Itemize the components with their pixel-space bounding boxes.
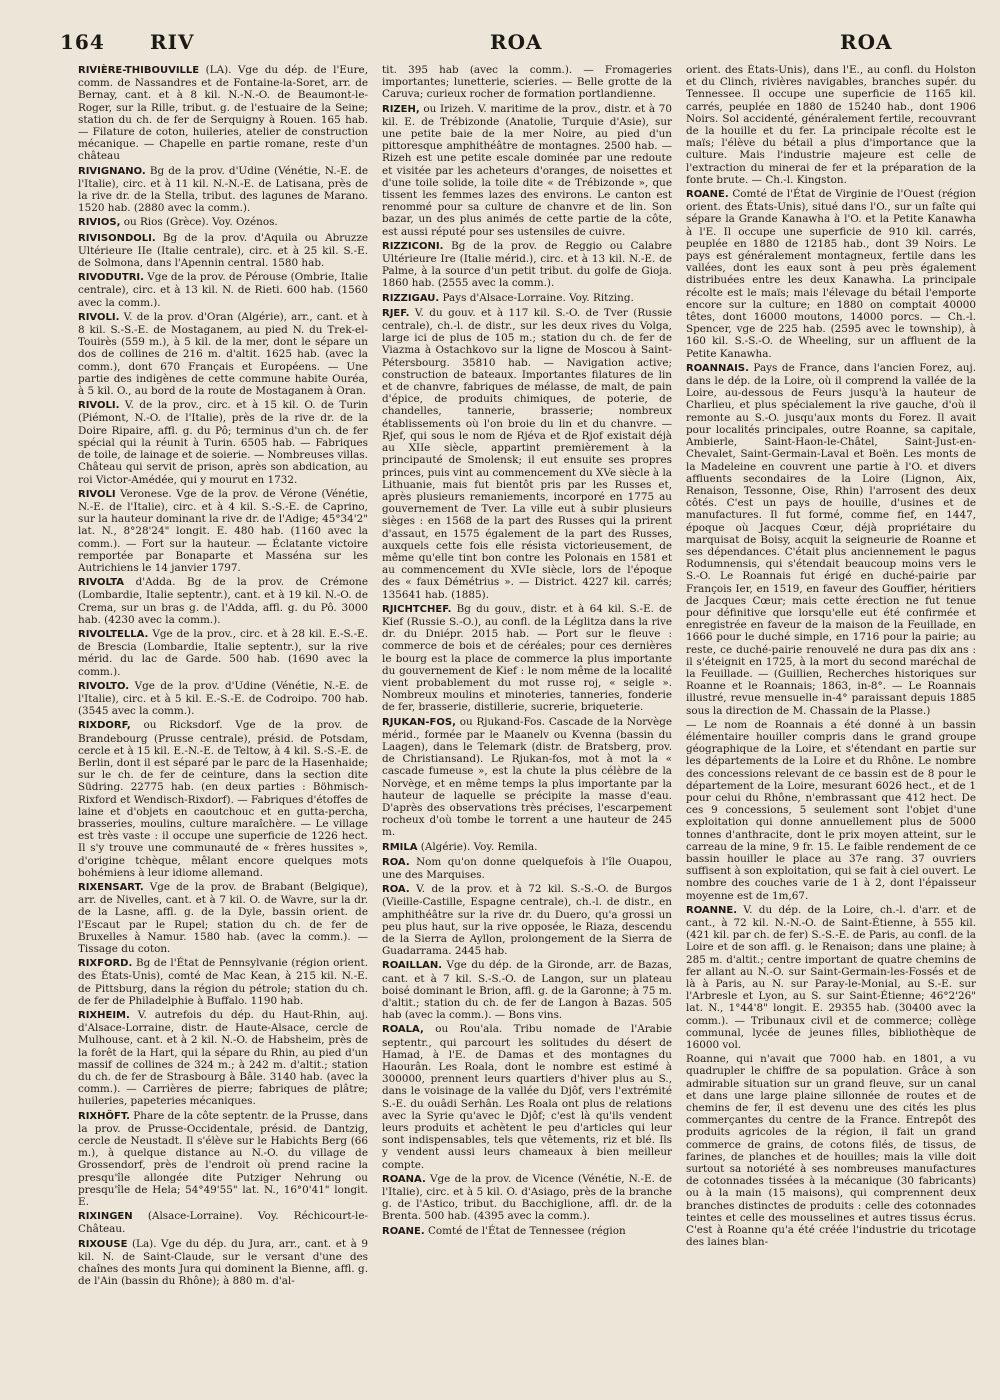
dictionary-entry [686, 1053, 976, 1248]
dictionary-entry [382, 603, 672, 714]
center-running-head: ROA [490, 30, 543, 54]
entry-text: ou Irizeh. V. maritime de la prov., distr. et à 70 kil. E. de Trébizonde (Anatolie, Turquie d'Asie), sur une petite baie de la mer Noire, au pied d'un pittoresque amphithéâtre de montagnes. 2500 hab. — Rizeh est une petite escale dominée par une redoute et visitée par les acheteurs d'oranges, de noisettes et d'une toile solide, la toile dite « de Trébizonde », que tissent les femmes lazes des environs. Le canton est renommé pour sa culture de chanvre et de lin. Son bazar, un des plus animés de cette partie de la côte, est aussi réputé pour ses ustensiles de cuivre. [382, 102, 672, 238]
left-running-head: RIV [150, 30, 195, 54]
dictionary-entry [78, 719, 368, 879]
entry-headword: RIXOUSE [78, 1238, 128, 1250]
dictionary-entry [686, 904, 976, 1051]
dictionary-entry [382, 841, 672, 854]
dictionary-entry [78, 957, 368, 1007]
entry-text: ou Rios (Grèce). Voy. Ozénos. [120, 216, 278, 229]
entry-headword: RJUKAN-FOS, [382, 716, 456, 728]
entry-text: (Alsace-Lorraine). Voy. Réchicourt-le-Château. [78, 1210, 368, 1236]
entry-text: Phare de la côte septentr. de la Prusse, dans la prov. de Prusse-Occidentale, présid. de Dantzig, cercle de Neustadt. Il s'élève sur le Habichts Berg (66 m.), à quelque distance au N.-O. du village de Grossendorf, près de l'endroit où prend racine la presqu'île allongée dite Putziger Nehrung ou presqu'île de Hela; 54°49'55" lat. N., 16°0'41" longit. E. [78, 1109, 368, 1209]
entry-text: Vge de la prov. de Vicence (Vénétie, N.-E. de l'Italie), circ. et à 5 kil. O. d'Asiago, près de la branche g. de l'Astico, tribut. du Bacchiglione, affl. dr. de la Brenta. 500 hab. (4395 avec la comm.). [382, 1172, 672, 1223]
entry-headword: RIXHÖFT. [78, 1110, 130, 1122]
entry-headword: RJICHTCHEF. [382, 603, 452, 615]
entry-text: Vge de la prov., circ. et à 28 kil. E.-S.-E. de Brescia (Lombardie, Italie septentr.), sur la rive mérid. du lac de Garde. 500 hab. (1690 avec la comm.). [78, 627, 368, 678]
entry-headword: RIVOLTO. [78, 680, 130, 692]
entry-text: V. du gouv. et à 117 kil. S.-O. de Tver (Russie centrale), ch.-l. de distr., sur les deux rives du Volga, large ici de plus de 105 m.; station du ch. de fer de Viazma à Ostachkovo sur la ligne de Moscou à Saint-Pétersbourg. 35810 hab. — Navigation active; construction de bateaux. Importantes filatures de lin et de chanvre, fabriques de mélasse, de malt, de pain d'épice, de produits chimiques, de poterie, de chandelles, tannerie, brasserie; nombreux établissements où l'on broie du lin et du chanvre. — Rjef, qui sous le nom de Rjéva et de Rjof existait déjà au XIIe siècle, appartint premièrement à la principauté de Smolensk; il eut ensuite ses propres princes, puis vint au commencement du XVe siècle à la Lithuanie, mais fut bientôt pris par les Russes et, après plusieurs remaniements, incorporé en 1775 au gouvernement de Tver. La ville eut à subir plusieurs sièges : en 1568 de la part des Russes qui la prirent d'assaut, en 1575 également de la part des Russes, auxquels cette fois elle résista victorieusement, de même qu'elle tint bon contre les Polonais en 1581 et au commencement du XVIe siècle, lors de l'époque des « faux Démétrius ». — District. 4227 kil. carrés; 135641 hab. (1885). [382, 306, 672, 601]
dictionary-entry [382, 1173, 672, 1223]
entry-text: Vge de la prov. de Brabant (Belgique), arr. de Nivelles, cant. et à 7 kil. O. de Wavre, sur la dr. de la Lasne, affl. g. de la Dyle, bassin orient. de l'Escaut par le Rupel; station du ch. de fer de Bruxelles à Namur. 1580 hab. (avec la comm.). — Tissage du coton. [78, 881, 368, 956]
entry-text: Vge du dép. de la Gironde, arr. de Bazas, cant. et à 7 kil. S.-S.-O. de Langon, sur un plateau boisé dominant le Brion, affl. g. de la Garonne; à 75 m. d'altit.; station du ch. de fer de Langon à Bazas. 505 hab (avec la comm.). — Bons vins. [382, 959, 672, 1022]
entry-text: (Algérie). Voy. Remila. [417, 840, 538, 853]
entry-text: Bg de l'État de Pennsylvanie (région orient. des États-Unis), comté de Mac Kean, à 215 kil. N.-E. de Pittsburg, dans la région du pétrole; station du ch. de fer de Philadelphie à Buffalo. 1190 hab. [78, 957, 368, 1007]
entry-text: tit. 395 hab (avec la comm.). — Fromageries importantes; lunetterie, scieries. — Belle grotte de la Caruva; curieux rocher de formation portlandienne. [382, 64, 672, 101]
dictionary-entry [382, 1023, 672, 1170]
entry-headword: RIVODUTRI. [78, 272, 144, 284]
dictionary-entry [382, 716, 672, 839]
dictionary-entry [78, 232, 368, 270]
entry-text: d'Adda. Bg de la prov. de Crémone (Lombardie, Italie septentr.), cant. et à 19 kil. N.-O. de Crema, sur un bras g. de l'Adda, affl. g. du Pô. 3000 hab. (4230 avec la comm.). [78, 576, 368, 626]
entry-text: Comté de l'État de Tennessee (région [424, 1224, 626, 1237]
dictionary-entry [78, 576, 368, 626]
entry-headword: ROANE. [686, 189, 729, 201]
dictionary-entry [686, 719, 976, 902]
dictionary-entry [382, 883, 672, 957]
dictionary-entry [78, 1110, 368, 1209]
dictionary-entry [382, 959, 672, 1021]
dictionary-entry [382, 103, 672, 238]
entry-headword: ROANNAIS. [686, 362, 749, 374]
entry-text: ou Ricksdorf. Vge de la prov. de Brandebourg (Prusse centrale), présid. de Potsdam, cercle et à 15 kil. E.-N.-E. de Teltow, à 4 kil. S.-S.-E. de Berlin, dont il est séparé par le parc de la Hasenhaide; sur le ch. de fer de ceinture, dans la section dite Südring. 22775 hab. (en deux parties : Böhmisch-Rixford et Wendisch-Rixdorf). — Fabriques d'étoffes de laine et d'objets en caoutchouc et en gutta-percha, brasseries, moulins, culture maraîchère. — Le village est très vaste : il occupe une superficie de 1226 hect. Il s'y trouve une communauté de « frères hussites », d'origine tchèque, mêlant encore quelques mots bohémiens à leur idiome allemand. [78, 719, 368, 879]
entry-text: Vge de la prov. d'Udine (Vénétie, N.-E. de l'Italie), circ. et à 5 kil. E.-S.-E. de Codroipo. 700 hab. (3545 avec la comm.). [78, 679, 368, 718]
dictionary-entry [78, 680, 368, 718]
entry-text: V. de la prov. et à 72 kil. S.-S.-O. de Burgos (Vieille-Castille, Espagne centrale), ch.-l. de distr., en amphithéâtre sur la rive dr. du Duero, qu'a grossi un peu plus haut, sur la rive opposée, le Riaza, descendu de la Sierra de Ayllon, prolongement de la Sierra de Guadarrama. 2445 hab. [382, 883, 672, 958]
entry-text: Pays de France, dans l'ancien Forez, auj. dans le dép. de la Loire, où il comprend la vallée de la Loire, au-dessous de Feurs jusqu'à la hauteur de Charlieu, et plus spécialement la rive gauche, d'où il remonte au S.-O. jusqu'aux monts du Forez. Il avait pour localités principales, outre Roanne, sa capitale, Ambierle, Saint-Haon-le-Châtel, Saint-Just-en-Chevalet, Saint-Germain-Laval et Boën. Les monts de la Madeleine en couvrent une partie à l'O. et divers affluents secondaires de la Loire (Lignon, Aix, Renaison, Tessonne, Oise, Rhin) l'arrosent des deux côtés. C'est un pays de houille, d'usines et de manufactures. Il fut formé, comme fief, en 1447, époque où Jacques Cœur, déjà propriétaire du marquisat de Boisy, acquit la seigneurie de Roanne et ses dépendances. C'était plus anciennement le pagus Rodumnensis, qui s'étendait beaucoup moins vers le S.-O. Le Roannais fut érigé en duché-pairie par François Ier, en 1519, en faveur des Gouffier, héritiers de Jacques Cœur; mais cette érection ne fut tenue pour définitive que lorsqu'elle eut été confirmée et enregistrée en faveur de la maison de la Feuillade, en 1666 pour le duché simple, en 1716 pour la pairie; au reste, ce duché-pairie renouvelé ne dura pas dix ans : il s'éteignit en 1725, à la mort du second maréchal de la Feuillade. — (Guillien, Recherches historiques sur Roanne et le Roannais; 1863, in-8°. — Le Roannais illustré, revue mensuelle in-4° paraissant depuis 1885 sous la direction de M. Chassain de la Plasse.) [686, 361, 976, 717]
dictionary-entry [382, 292, 672, 305]
column-right [686, 64, 976, 1384]
entry-text: ou Rjukand-Fos. Cascade de la Norvège mérid., formée par le Maanelv ou Kvenna (bassin du Laagen), dans le Telemark (distr. de Bratsberg, prov. de Christiansand). Le Rjukan-fos, mot à mot la « cascade fumeuse », est la chute la plus célèbre de la Norvège, et en même temps la plus importante par la hauteur de laquelle se précipite la masse d'eau. D'après des observations très précises, l'escarpement rocheux d'où tombe le torrent a une hauteur de 245 m. [382, 715, 672, 839]
dictionary-entry [78, 1009, 368, 1108]
entry-headword: RIVOLTELLA. [78, 628, 149, 640]
entry-headword: ROANE. [382, 1225, 425, 1237]
entry-text: Veronese. Vge de la prov. de Vérone (Vénétie, N.-E. de l'Italie), circ. et à 4 kil. S.-S.-E. de Caprino, sur la hauteur dominant la rive dr. de l'Adige; 45°34'2" lat. N., 8°28'24" longit. E. 480 hab. (1160 avec la comm.). — Fort sur la hauteur. — Éclatante victoire remportée par Bonaparte et Masséna sur les Autrichiens le 14 janvier 1797. [78, 487, 368, 574]
entry-text: V. autrefois du dép. du Haut-Rhin, auj. d'Alsace-Lorraine, distr. de Haute-Alsace, cercle de Mulhouse, cant. et à 2 kil. N.-O. de Habsheim, près de la forêt de la Hart, qui la sépare du Rhin, au pied d'un massif de collines de 324 m.; à 242 m. d'altit.; station du ch. de fer de Strasbourg à Bâle. 3140 hab. (avec la comm.). — Carrières de pierre; fabriques de plâtre; huileries, papeteries mécaniques. [78, 1009, 368, 1108]
entry-headword: RIZZIGAU. [382, 292, 440, 304]
entry-headword: ROA. [382, 884, 410, 896]
entry-headword: RIVOLTA [78, 577, 124, 589]
dictionary-entry [382, 856, 672, 881]
entry-headword: ROAILLAN. [382, 960, 443, 972]
entry-headword: RIVIÈRE-THIBOUVILLE [78, 65, 200, 76]
dictionary-entry [78, 399, 368, 485]
dictionary-entry [78, 628, 368, 678]
entry-headword: ROA. [382, 856, 410, 868]
entry-text: orient. des États-Unis), dans l'E., au confl. du Holston et du Clinch, rivières navigables, branches supér. du Tennessee. Il occupe une superficie de 1165 kil. carrés, peuplée en 1880 de 15240 hab., dont 1906 Noirs. Sol accidenté, généralement fertile, recouvrant de la houille et du fer. La principale récolte est le maïs; l'élève du bétail a plus d'importance que la culture. Mais l'industrie majeure est celle de l'extraction du minerai de fer et la préparation de la fonte brute. — Ch.-l. Kingston. [686, 64, 976, 186]
entry-headword: RIVISONDOLI. [78, 232, 156, 244]
entry-text: V. de la prov. d'Oran (Algérie), arr., cant. et à 8 kil. S.-S.-E. de Mostaganem, au pied N. du Trek-el-Touirès (559 m.), à 5 kil. de la mer, dont le sépare un dos de collines de 216 m. d'altit. 1625 hab. (avec la comm.), dont 670 Français et Européens. — Une partie des indigènes de cette commune habite Ouréa, à 5 kil. O., au bord de la route de Mostaganem à Oran. [78, 310, 368, 398]
dictionary-entry [78, 271, 368, 309]
dictionary-entry [686, 188, 976, 360]
entry-headword: RIVOLI. [78, 400, 120, 412]
dictionary-entry [78, 216, 368, 229]
entry-text: Bg de la prov. d'Aquila ou Abruzze Ultérieure IIe (Italie centrale), circ. et à 25 kil. S.-E. de Solmona, dans l'Apennin central. 1580 hab. [78, 231, 368, 270]
entry-headword: RIVOLI [78, 488, 116, 500]
right-running-head: ROA [840, 30, 893, 54]
entry-headword: RIXHEIM. [78, 1010, 130, 1022]
page-number: 164 [60, 30, 105, 54]
entry-text: (La). Vge du dép. du Jura, arr., cant. et à 9 kil. N. de Saint-Claude, sur le versant d'une des chaînes des monts Jura qui dominent la Bienne, affl. g. de l'Ain (bassin du Rhône); à 880 m. d'al- [78, 1237, 368, 1288]
entry-text: Comté de l'État de Virginie de l'Ouest (région orient. des États-Unis), situé dans l'O., sur un faîte qui sépare la Grande Kanawha à l'O. et la Petite Kanawha à l'E. Il occupe une superficie de 910 kil. carrés, peuplée en 1880 de 12185 hab., dont 39 Noirs. Le pays est généralement montagneux, fertile dans les vallées, dont les eaux sont à peu près également distribuées entre les deux Kanawha. La principale récolte est le maïs; mais l'élevage du bétail l'emporte encore sur la culture; en 1880 on comptait 40000 têtes, dont 16000 moutons, 14000 porcs. — Ch.-l. Spencer, vge de 225 hab. (2595 avec le township), à 160 kil. S.-S.-O. de Wheeling, sur un affluent de la Petite Kanawha. [686, 188, 976, 360]
dictionary-entry [78, 1210, 368, 1235]
dictionary-entry [686, 362, 976, 717]
running-header [60, 30, 980, 64]
dictionary-entry [78, 165, 368, 215]
text-columns [78, 64, 978, 1384]
entry-text: Pays d'Alsace-Lorraine. Voy. Ritzing. [439, 291, 634, 304]
entry-headword: ROANNE. [686, 904, 738, 916]
dictionary-entry [78, 488, 368, 574]
dictionary-entry [382, 240, 672, 290]
entry-headword: RIXDORF, [78, 720, 131, 732]
entry-text: Bg de la prov. de Reggio ou Calabre Ultérieure Ire (Italie mérid.), circ. et à 13 kil. N.-E. de Palme, à la source d'un petit tribut. du golfe de Gioja. 1860 hab. (2555 avec la comm.). [382, 239, 672, 290]
entry-headword: RIVOLI. [78, 311, 120, 323]
entry-headword: RIXFORD. [78, 958, 133, 970]
entry-text: ou Rou'ala. Tribu nomade de l'Arabie septentr., qui parcourt les solitudes du désert de Hamad, à l'E. de Damas et des montagnes du Haourân. Les Roala, dont le nombre est estimé à 300000, prennent leurs quartiers d'hiver plus au S., dans le voisinage de la vallée du Djôf, vers l'extrémité S.-E. du ouâdi Serhân. Les Roala ont plus de relations avec la Syrie qu'avec le Djôf; c'est là qu'ils vendent leurs produits et achètent le peu d'articles qui leur sont indispensables, tels que vêtements, riz et blé. Ils y vendent aussi leurs chameaux à bien meilleur compte. [382, 1023, 672, 1171]
entry-text: V. du dép. de la Loire, ch.-l. d'arr. et de cant., à 72 kil. N.-N.-O. de Saint-Étienne, à 555 kil. (421 kil. par ch. de fer) S.-S.-E. de Paris, au confl. de la Loire et de son affl. g. le Renaison; dans une plaine; à 285 m. d'altit.; centre important de quatre chemins de fer allant au N.-O. sur Saint-Germain-les-Fossés et de là à Paris, au N. sur Paray-le-Monial, au S.-E. sur l'Arbresle et Lyon, au S. sur Saint-Étienne; 46°2'26" lat. N., 1°44'8" longit. E. 29355 hab. (30400 avec la comm.). — Tribunaux civil et de commerce; collège communal, lycée de jeunes filles, bibliothèque de 16000 vol. [686, 903, 976, 1052]
dictionary-entry [382, 64, 672, 101]
dictionary-entry [686, 64, 976, 186]
entry-text: Nom qu'on donne quelquefois à l'île Ouapou, une des Marquises. [382, 855, 672, 881]
dictionary-entry [78, 1238, 368, 1288]
entry-headword: RIZEH, [382, 103, 420, 115]
entry-headword: RMILA [382, 841, 418, 853]
entry-text: — Le nom de Roannais a été donné à un bassin élémentaire houiller compris dans le grand groupe géographique de la Loire, et s'étendant en partie sur les départements de la Loire et du Rhône. Le nombre des concessions relevant de ce bassin est de 8 pour le département de la Loire, mesurant 6026 hect., et de 1 pour celui du Rhône, n'embrassant que 412 hect. De ces 9 concessions, 5 seulement sont l'objet d'une exploitation qui donne annuellement plus de 5000 tonnes d'anthracite, dont le prix moyen atteint, sur le carreau de la mine, 9 fr. 15. Le faible rendement de ce bassin houiller le place au 37e rang. 37 ouvriers suffisent à son exploitation, qui se fait à ciel ouvert. Le nombre des couches varie de 1 à 2, dont l'épaisseur moyenne est de 1m,67. [686, 718, 976, 902]
entry-headword: ROANA. [382, 1173, 426, 1185]
entry-headword: RJEF. [382, 307, 410, 319]
entry-headword: RIVIOS, [78, 217, 121, 229]
dictionary-entry [78, 881, 368, 955]
entry-text: Vge de la prov. de Pérouse (Ombrie, Italie centrale), circ. et à 13 kil. N. de Rieti. 600 hab. (1560 avec la comm.). [78, 271, 368, 309]
entry-headword: ROALA, [382, 1024, 424, 1036]
dictionary-entry [78, 311, 368, 397]
dictionary-entry [382, 307, 672, 601]
entry-text: V. de la prov., circ. et à 15 kil. O. de Turin (Piémont, N.-O. de l'Italie), près de la rive dr. de la Doire Ripaire, affl. g. du Pô; terminus d'un ch. de fer spécial qui la réunit à Turin. 6505 hab. — Fabriques de toile, de lainage et de soierie. — Nombreuses villas. Château qui servit de prison, après son abdication, au roi Victor-Amédée, qui y mourut en 1732. [78, 399, 368, 486]
entry-headword: RIXINGEN [78, 1211, 133, 1223]
entry-text: Bg de la prov. d'Udine (Vénétie, N.-E. de l'Italie), circ. et à 11 kil. N.-N.-E. de Latisana, près de la rive dr. de la Stella, tribut. des lagunes de Marano. 1520 hab. (2880 avec la comm.). [78, 164, 368, 215]
entry-headword: RIVIGNANO. [78, 165, 146, 177]
column-middle [382, 64, 672, 1384]
entry-text: Bg du gouv., distr. et à 64 kil. S.-E. de Kief (Russie S.-O.), au confl. de la Léglitza dans la rive dr. du Dniépr. 2015 hab. — Port sur le fleuve : commerce de bois et de céréales; pour ces dernières le bourg est la place de commerce la plus importante du gouvernement de Kief : le nom même de la localité vient probablement du mot russe roj, « seigle ». Nombreux moulins et minoteries, tanneries, fonderie de fer, brasserie, distillerie, sucrerie, briqueterie. [382, 602, 672, 714]
entry-headword: RIXENSART. [78, 882, 144, 893]
entry-text: Roanne, qui n'avait que 7000 hab. en 1801, a vu quadrupler le chiffre de sa population. Grâce à son admirable situation sur un grand fleuve, sur un canal et dans une large plaine sillonnée de routes et de chemins de fer, il est devenu une des cités les plus commerçantes du centre de la France. Entrepôt des produits agricoles de la région, il fait un grand commerce de grains, de cotons filés, de tissus, de farines, de planches et de houilles; mais la ville doit surtout sa notoriété à ses nombreuses manufactures de cotonnades tissées à la mécanique (30 fabricants) ou à la main (15 maisons), qui comprennent deux branches distinctes de produits : celle des cotonnades teintes et celle des mousselines et autres tissus écrus. C'est à Roanne qu'a été créée l'industrie du tricotage des laines blan- [686, 1053, 976, 1249]
dictionary-entry [78, 64, 368, 163]
entry-text: (LA). Vge du dép. de l'Eure, comm. de Nassandres et de Fontaine-la-Soret, arr. de Bernay, cant. et à 8 kil. N.-N.-O. de Beaumont-le-Roger, sur la Rille, tribut. g. de l'estuaire de la Seine; station du ch. de fer de Serquigny à Rouen. 165 hab. — Filature de coton, huileries, atelier de construction mécanique. — Chapelle en partie romane, reste d'un château [78, 64, 368, 163]
column-left [78, 64, 368, 1384]
entry-headword: RIZZICONI. [382, 240, 444, 252]
dictionary-entry [382, 1225, 672, 1238]
